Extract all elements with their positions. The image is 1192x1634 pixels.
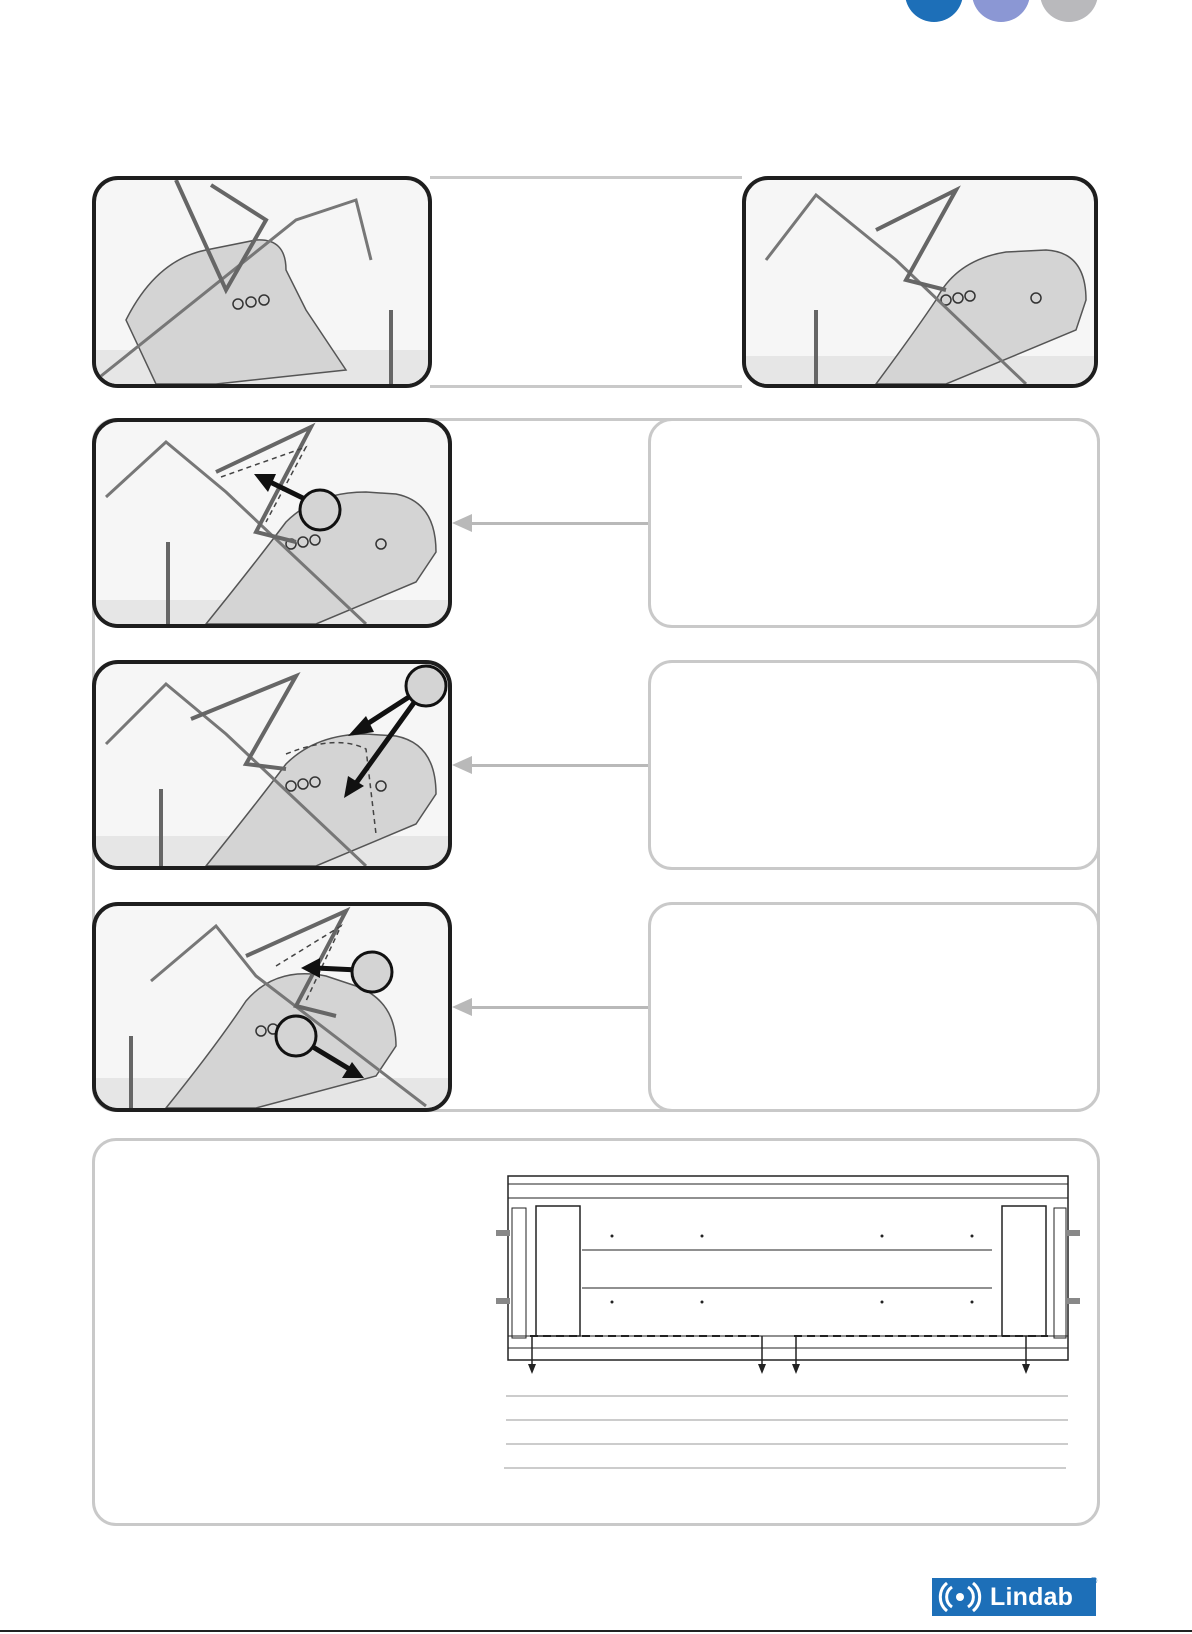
footer-rule (0, 1630, 1192, 1632)
step-2-illustration (92, 660, 452, 870)
step-3-illustration (92, 902, 452, 1112)
blue-dot (905, 0, 963, 22)
lindab-mark-icon (938, 1581, 982, 1613)
lindab-wordmark: Lindab (990, 1582, 1074, 1611)
clip-illustration-top-right (742, 176, 1098, 388)
technical-drawing (492, 1168, 1082, 1478)
registered-mark: ® (1090, 1576, 1098, 1587)
step-1-connector (470, 522, 648, 525)
step-1-arrow-head (452, 514, 472, 532)
step-2-text-panel (648, 660, 1100, 870)
step-2-arrow-head (452, 756, 472, 774)
step-3-connector (470, 1006, 648, 1009)
top-row-connector (430, 176, 742, 388)
step-3-text-panel (648, 902, 1100, 1112)
step-3-arrow-head (452, 998, 472, 1016)
grey-dot (1040, 0, 1098, 22)
step-1-illustration (92, 418, 452, 628)
lindab-logo (932, 1578, 1096, 1616)
step-2-connector (470, 764, 648, 767)
lavender-dot (972, 0, 1030, 22)
clip-illustration-top-left (92, 176, 432, 388)
step-1-text-panel (648, 418, 1100, 628)
